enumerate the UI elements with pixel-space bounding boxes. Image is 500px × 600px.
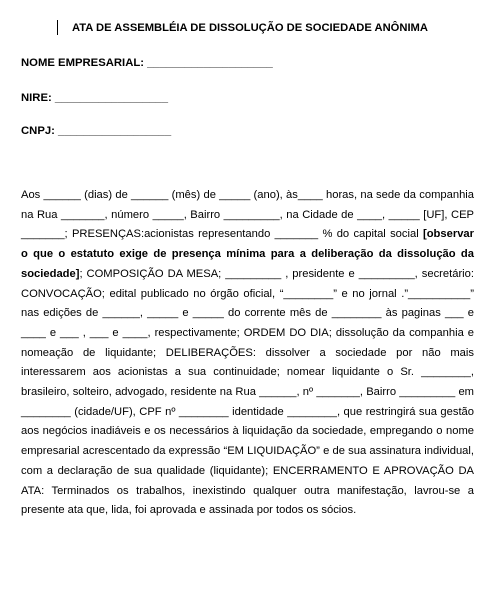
document-title: ATA DE ASSEMBLÉIA DE DISSOLUÇÃO DE SOCIEDADE ANÔNIMA	[72, 22, 428, 34]
body-text-part-2: ; COMPOSIÇÃO DA MESA; _________ , presidente e _________, secretário: CONVOCAÇÃO; edital publicado no órgão oficial, “________” e no jornal .”__________” nas edições de ______, _____ e _____ do corrente mês de ________ às paginas ___ e ____ e ___ , ___ e ____, respectivamente; ORDEM DO DIA; dissolução da companhia e nomeação de liquidante; DELIBERAÇÕES: dissolver a sociedade por não mais interessarem aos acionistas a sua continuidade; nomear liquidante o Sr. ________, brasileiro, solteiro, advogado, residente na Rua ______, nº _______, Bairro _________ em ________ (cidade/UF), CPF nº ________ identidade ________, que restringirá sua gestão aos negócios inadiáveis e os necessários à liquidação da sociedade, empregando o nome empresarial acrescentado da expressão “EM LIQUIDAÇÃO” e de sua assinatura individual, com a declaração de sua qualidade (liquidante); ENCERRAMENTO E APROVAÇÃO DA ATA: Terminados os trabalhos, inexistindo qualquer outra manifestação, lavrou-se a presente ata que, lida, foi aprovada e assinada por todos os sócios.	[21, 267, 474, 517]
body-bold-note: [observar o que o estatuto exige de presença mínima para a deliberação da dissolução da sociedade]	[21, 228, 474, 280]
body-text-part-1: Aos ______ (dias) de ______ (mês) de _____ (ano), às____ horas, na sede da companhia na Rua _______, número _____, Bairro _________, na Cidade de ____, _____ [UF], CEP _______; PRESENÇAS:acionistas representando _______ % do capital social	[21, 189, 474, 241]
nome-empresarial-field: NOME EMPRESARIAL: ____________________	[21, 57, 273, 69]
nire-field: NIRE: __________________	[21, 92, 168, 104]
cnpj-field: CNPJ: __________________	[21, 125, 172, 137]
document-body	[21, 186, 474, 521]
